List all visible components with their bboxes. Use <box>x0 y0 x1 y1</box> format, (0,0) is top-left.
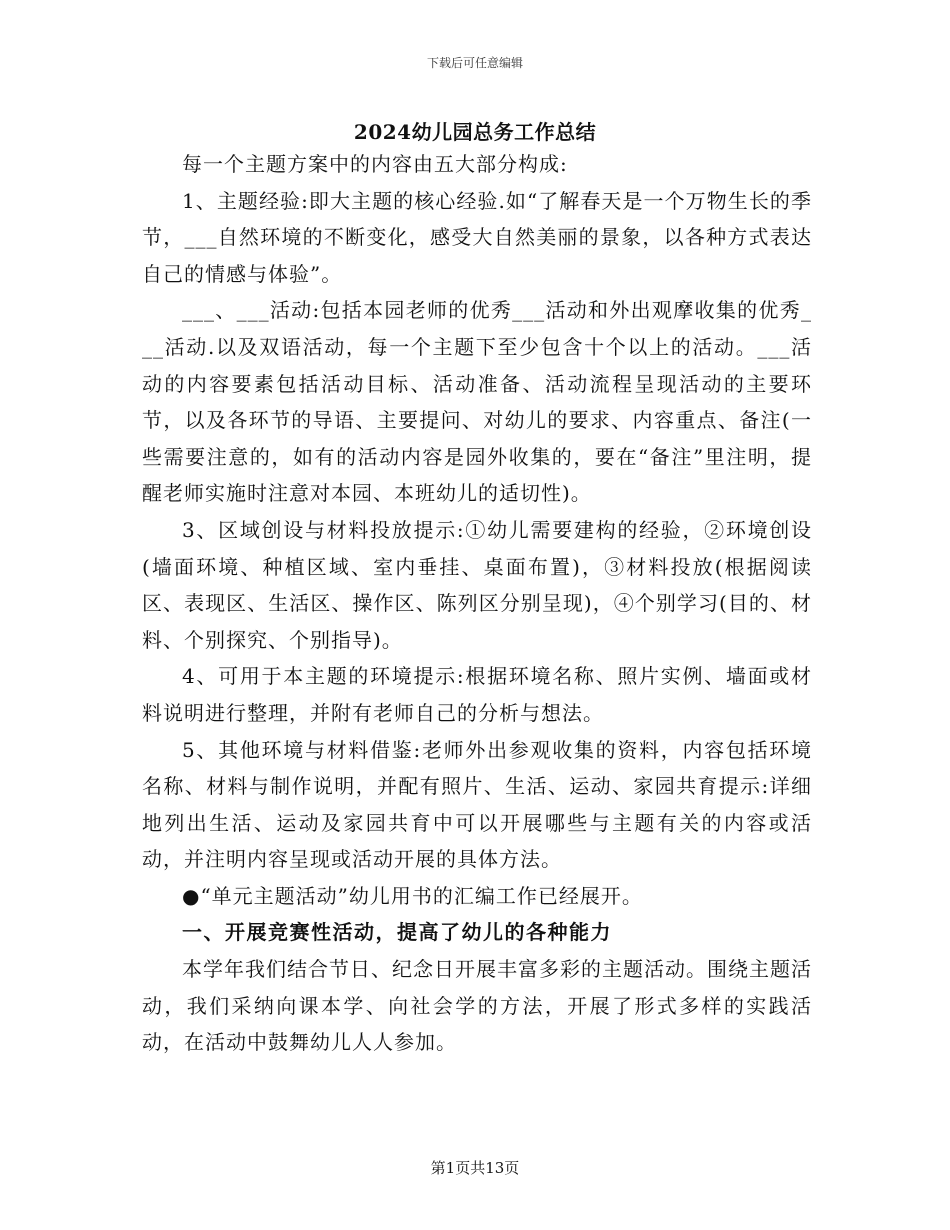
paragraph-bullet: ●“单元主题活动”幼儿用书的汇编工作已经展开。 <box>182 883 643 908</box>
section-heading: 一、开展竞赛性活动，提高了幼儿的各种能力 <box>182 920 612 945</box>
paragraph-item-5: 5、其他环境与材料借鉴:老师外出参观收集的资料，内容包括环境名称、材料与制作说明，并配有照片、生活、运动、家园共育提示:详细地列出生活、运动及家园共育中可以开展哪些与主题有关的内容或活动，并注明内容呈现或活动开展的具体方法。 <box>142 737 812 872</box>
paragraph-intro: 每一个主题方案中的内容由五大部分构成: <box>182 152 568 176</box>
paragraph-item-1: 1、主题经验:即大主题的核心经验.如“了解春天是一个万物生长的季节，___自然环境的不断变化，感受大自然美丽的景象，以各种方式表达自己的情感与体验”。 <box>142 188 812 286</box>
paragraph-item-4: 4、可用于本主题的环境提示:根据环境名称、照片实例、墙面或材料说明进行整理，并附有老师自己的分析与想法。 <box>142 664 812 725</box>
paragraph-item-2: ___、___活动:包括本园老师的优秀___活动和外出观摩收集的优秀___活动.以及双语活动，每一个主题下至少包含十个以上的活动。___活动的内容要素包括活动目标、活动准备、活动流程呈现活动的主要环节，以及各环节的导语、主要提问、对幼儿的要求、内容重点、备注(一些需要注意的，如有的活动内容是园外收集的，要在“备注”里注明，提醒老师实施时注意对本园、本班幼儿的适切性)。 <box>142 298 812 506</box>
page-number-footer: 第1页共13页 <box>430 1159 520 1177</box>
paragraph-item-3: 3、区域创设与材料投放提示:①幼儿需要建构的经验，②环境创设(墙面环境、种植区域、室内垂挂、桌面布置)，③材料投放(根据阅读区、表现区、生活区、操作区、陈列区分别呈现)，④个别学习(目的、材料、个别探究、个别指导)。 <box>142 517 812 652</box>
document-body <box>142 146 812 1061</box>
page-header-note: 下载后可任意编辑 <box>426 56 523 70</box>
section-paragraph: 本学年我们结合节日、纪念日开展丰富多彩的主题活动。围绕主题活动，我们采纳向课本学、向社会学的方法，开展了形式多样的实践活动，在活动中鼓舞幼儿人人参加。 <box>142 957 812 1055</box>
document-title: 2024幼儿园总务工作总结 <box>353 120 597 144</box>
